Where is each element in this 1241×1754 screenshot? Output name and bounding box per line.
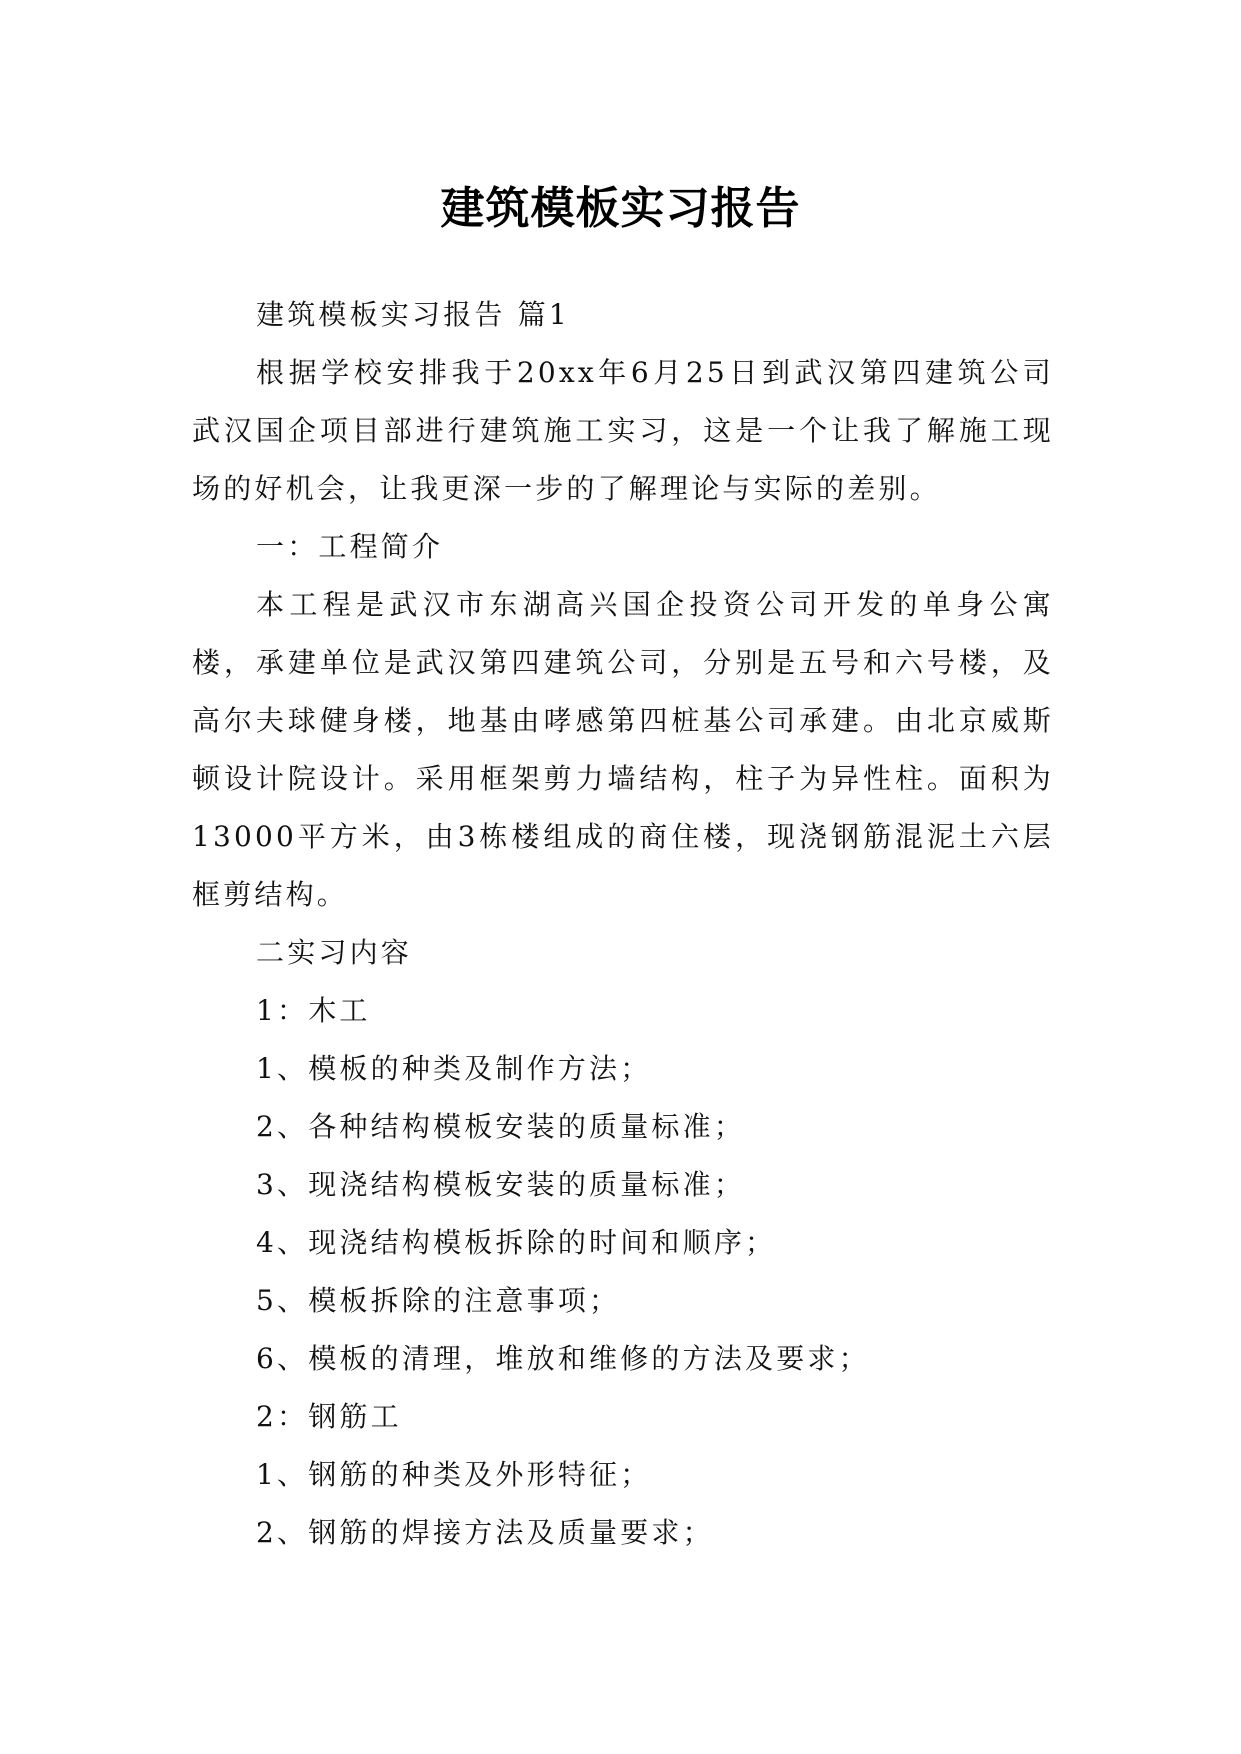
page-title: 建筑模板实习报告: [440, 183, 801, 235]
document-body: [192, 286, 1054, 1562]
subsection-heading: 1：木工: [256, 994, 371, 1027]
list-item: 6、模板的清理，堆放和维修的方法及要求；: [256, 1342, 870, 1375]
section-heading: 建筑模板实习报告 篇1: [256, 298, 570, 331]
subsection-heading: 2：钢筋工: [256, 1400, 402, 1433]
list-item: 4、现浇结构模板拆除的时间和顺序；: [256, 1226, 777, 1259]
section-heading: 二实习内容: [256, 936, 413, 969]
list-item: 3、现浇结构模板安装的质量标准；: [256, 1168, 746, 1201]
project-description-paragraph: 本工程是武汉市东湖高兴国企投资公司开发的单身公寓楼，承建单位是武汉第四建筑公司，分别是五号和六号楼，及高尔夫球健身楼，地基由哮感第四桩基公司承建。由北京威斯顿设计院设计。采用框架剪力墙结构，柱子为异性柱。面积为13000平方米，由3栋楼组成的商住楼，现浇钢筋混泥土六层框剪结构。: [192, 588, 1054, 911]
list-item: 1、钢筋的种类及外形特征；: [256, 1458, 652, 1491]
list-item: 2、各种结构模板安装的质量标准；: [256, 1110, 746, 1143]
list-item: 2、钢筋的焊接方法及质量要求；: [256, 1516, 714, 1549]
list-item: 5、模板拆除的注意事项；: [256, 1284, 621, 1317]
section-heading: 一：工程简介: [256, 530, 444, 563]
intro-paragraph: 根据学校安排我于20xx年6月25日到武汉第四建筑公司武汉国企项目部进行建筑施工实习，这是一个让我了解施工现场的好机会，让我更深一步的了解理论与实际的差别。: [192, 356, 1054, 505]
list-item: 1、模板的种类及制作方法；: [256, 1052, 652, 1085]
